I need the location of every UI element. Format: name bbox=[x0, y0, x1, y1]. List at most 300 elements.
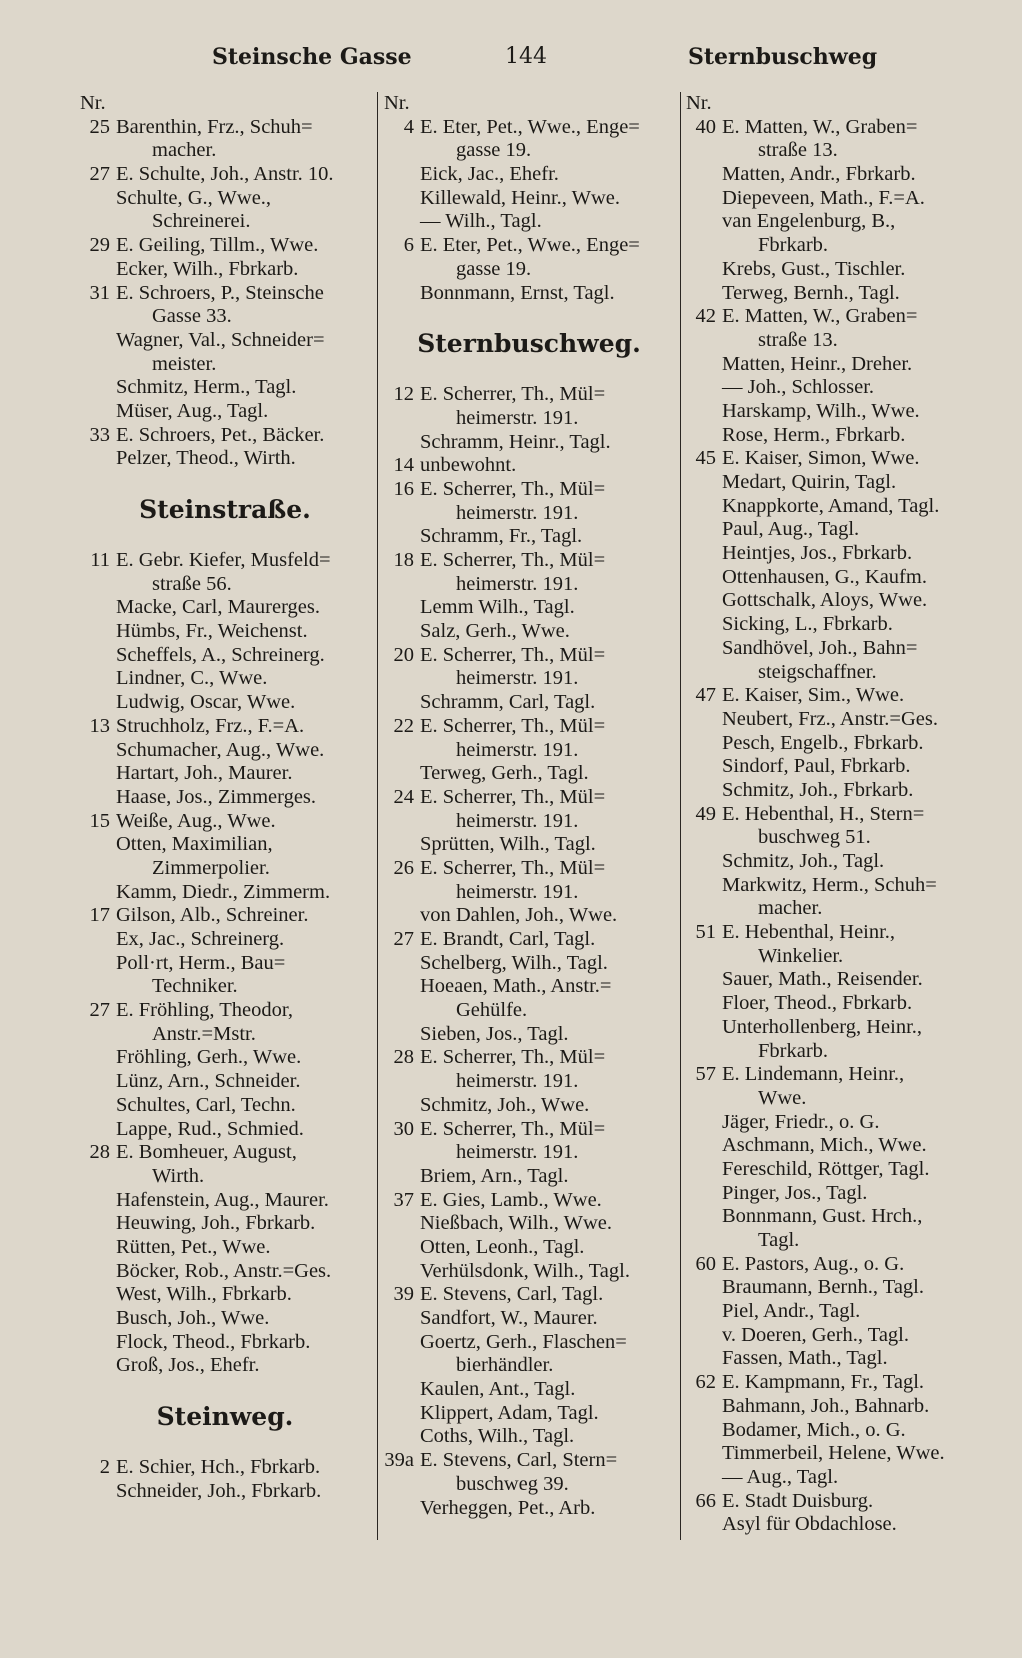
resident-entry bbox=[384, 952, 674, 976]
entry-text: E. Matten, W., Graben= bbox=[722, 115, 918, 138]
entry-continuation bbox=[686, 1229, 986, 1253]
resident-entry bbox=[686, 1158, 986, 1182]
house-number: 47 bbox=[695, 684, 716, 707]
entry-text: Sprütten, Wilh., Tagl. bbox=[420, 833, 596, 856]
entry-text: bierhändler. bbox=[456, 1354, 554, 1377]
resident-entry bbox=[80, 1307, 370, 1331]
resident-entry bbox=[686, 874, 986, 898]
house-entry bbox=[384, 928, 674, 952]
entry-text: buschweg 39. bbox=[456, 1472, 569, 1495]
resident-entry bbox=[384, 1165, 674, 1189]
house-number: 66 bbox=[695, 1489, 716, 1512]
entry-text: Fbrkarb. bbox=[758, 234, 829, 257]
resident-entry bbox=[384, 282, 674, 306]
resident-entry bbox=[80, 1283, 370, 1307]
entry-text: Lünz, Arn., Schneider. bbox=[116, 1070, 301, 1093]
entry-text: Rütten, Pet., Wwe. bbox=[116, 1235, 271, 1258]
entry-text: — Joh., Schlosser. bbox=[722, 376, 875, 399]
house-number: 33 bbox=[89, 423, 110, 446]
house-number: 40 bbox=[695, 115, 716, 138]
resident-entry bbox=[686, 376, 986, 400]
house-entry bbox=[686, 116, 986, 140]
resident-entry bbox=[80, 187, 370, 211]
resident-entry bbox=[384, 1307, 674, 1331]
resident-entry bbox=[686, 187, 986, 211]
resident-entry bbox=[686, 400, 986, 424]
resident-entry bbox=[686, 1016, 986, 1040]
entry-text: Heuwing, Joh., Fbrkarb. bbox=[116, 1212, 316, 1235]
entry-text: macher. bbox=[758, 897, 823, 920]
entry-text: Schramm, Carl, Tagl. bbox=[420, 691, 596, 714]
entry-text: Struchholz, Frz., F.=A. bbox=[116, 714, 305, 737]
resident-entry bbox=[80, 620, 370, 644]
entry-text: E. Scherrer, Th., Mül= bbox=[420, 785, 606, 808]
resident-entry bbox=[384, 525, 674, 549]
resident-entry bbox=[384, 187, 674, 211]
entry-continuation bbox=[384, 667, 674, 691]
entry-text: E. Bomheuer, August, bbox=[116, 1141, 297, 1164]
house-entry bbox=[384, 715, 674, 739]
house-entry bbox=[384, 786, 674, 810]
entry-text: Otten, Leonh., Tagl. bbox=[420, 1235, 585, 1258]
house-entry bbox=[686, 1371, 986, 1395]
entry-text: Hartart, Joh., Maurer. bbox=[116, 762, 293, 785]
resident-entry bbox=[686, 1395, 986, 1419]
entry-text: Ottenhausen, G., Kaufm. bbox=[722, 565, 927, 588]
entry-text: Schmitz, Joh., Tagl. bbox=[722, 850, 885, 872]
house-entry bbox=[384, 1189, 674, 1213]
entry-continuation bbox=[384, 573, 674, 597]
entry-text: Gasse 33. bbox=[152, 305, 232, 328]
resident-entry bbox=[686, 589, 986, 613]
house-entry bbox=[80, 1141, 370, 1165]
entry-continuation bbox=[80, 573, 370, 597]
house-number: 27 bbox=[393, 928, 414, 950]
number-column-label: Nr. bbox=[80, 92, 106, 114]
entry-text: E. Schroers, Pet., Bäcker. bbox=[116, 423, 325, 446]
resident-entry bbox=[80, 1331, 370, 1355]
entry-continuation bbox=[80, 1165, 370, 1189]
entry-text: heimerstr. 191. bbox=[456, 572, 579, 595]
resident-entry bbox=[686, 542, 986, 566]
house-entry bbox=[384, 116, 674, 140]
entry-text: Gilson, Alb., Schreiner. bbox=[116, 904, 309, 927]
entry-continuation bbox=[80, 975, 370, 999]
entry-continuation bbox=[686, 234, 986, 258]
entry-continuation bbox=[384, 1070, 674, 1094]
entry-text: Lindner, C., Wwe. bbox=[116, 667, 268, 690]
entry-text: von Dahlen, Joh., Wwe. bbox=[420, 904, 618, 927]
entry-text: Tagl. bbox=[758, 1229, 800, 1251]
resident-entry bbox=[384, 762, 674, 786]
house-number: 39 bbox=[393, 1283, 414, 1306]
entry-text: — Wilh., Tagl. bbox=[420, 210, 542, 233]
house-entry bbox=[384, 478, 674, 502]
entry-continuation bbox=[384, 810, 674, 834]
resident-entry bbox=[686, 850, 986, 874]
entry-text: Zimmerpolier. bbox=[152, 856, 270, 879]
entry-continuation bbox=[686, 826, 986, 850]
resident-entry bbox=[686, 258, 986, 282]
resident-entry bbox=[686, 471, 986, 495]
house-entry bbox=[80, 116, 370, 140]
resident-entry bbox=[80, 952, 370, 976]
house-number: 51 bbox=[695, 921, 716, 944]
entry-text: Schramm, Heinr., Tagl. bbox=[420, 430, 611, 453]
resident-entry bbox=[384, 431, 674, 455]
house-entry bbox=[80, 234, 370, 258]
entry-text: E. Scherrer, Th., Mül= bbox=[420, 714, 606, 737]
entry-text: Hoeaen, Math., Anstr.= bbox=[420, 975, 612, 998]
house-entry bbox=[686, 1063, 986, 1087]
number-column-label: Nr. bbox=[686, 92, 712, 114]
resident-entry bbox=[80, 376, 370, 400]
entry-text: — Aug., Tagl. bbox=[722, 1465, 839, 1488]
house-number: 24 bbox=[393, 785, 414, 808]
resident-entry bbox=[384, 1236, 674, 1260]
entry-text: Terweg, Bernh., Tagl. bbox=[722, 281, 900, 304]
house-number: 39a bbox=[384, 1449, 414, 1472]
entry-text: heimerstr. 191. bbox=[456, 667, 579, 690]
entry-text: Nießbach, Wilh., Wwe. bbox=[420, 1212, 612, 1235]
house-number: 29 bbox=[89, 234, 110, 257]
entry-text: Wwe. bbox=[758, 1086, 807, 1109]
house-number: 26 bbox=[393, 856, 414, 879]
entry-continuation bbox=[384, 502, 674, 526]
entry-text: Fröhling, Gerh., Wwe. bbox=[116, 1046, 302, 1069]
resident-entry bbox=[686, 1111, 986, 1135]
entry-text: meister. bbox=[152, 352, 217, 375]
house-entry bbox=[686, 305, 986, 329]
entry-text: Fereschild, Röttger, Tagl. bbox=[722, 1157, 930, 1180]
resident-entry bbox=[384, 691, 674, 715]
entry-text: heimerstr. 191. bbox=[456, 880, 579, 903]
entry-text: Hümbs, Fr., Weichenst. bbox=[116, 620, 308, 643]
entry-text: Otten, Maximilian, bbox=[116, 833, 273, 856]
entry-text: heimerstr. 191. bbox=[456, 809, 579, 832]
entry-text: E. Kampmann, Fr., Tagl. bbox=[722, 1371, 925, 1394]
resident-entry bbox=[686, 1324, 986, 1348]
house-entry bbox=[80, 810, 370, 834]
house-number: 6 bbox=[403, 234, 414, 257]
entry-text: E. Gies, Lamb., Wwe. bbox=[420, 1188, 602, 1211]
entry-text: Schreinerei. bbox=[152, 210, 251, 233]
resident-entry bbox=[80, 1070, 370, 1094]
resident-entry bbox=[384, 904, 674, 928]
resident-entry bbox=[80, 1260, 370, 1284]
entry-text: Pinger, Jos., Tagl. bbox=[722, 1181, 868, 1204]
entry-text: Sandfort, W., Maurer. bbox=[420, 1307, 598, 1329]
house-number: 28 bbox=[89, 1141, 110, 1164]
resident-entry bbox=[686, 1347, 986, 1371]
entry-continuation bbox=[686, 1087, 986, 1111]
entry-text: steigschaffner. bbox=[758, 660, 877, 683]
house-number: 11 bbox=[90, 549, 110, 571]
entry-text: E. Scherrer, Th., Mül= bbox=[420, 1117, 606, 1140]
entry-continuation bbox=[686, 661, 986, 685]
entry-text: Haase, Jos., Zimmerges. bbox=[116, 785, 317, 808]
entry-text: E. Matten, W., Graben= bbox=[722, 305, 918, 328]
entry-text: Unterhollenberg, Heinr., bbox=[722, 1015, 923, 1038]
entry-text: Aschmann, Mich., Wwe. bbox=[722, 1134, 927, 1157]
entry-text: Paul, Aug., Tagl. bbox=[722, 518, 860, 541]
resident-entry bbox=[686, 163, 986, 187]
house-number: 31 bbox=[89, 281, 110, 304]
entry-text: Anstr.=Mstr. bbox=[152, 1022, 256, 1045]
entry-text: Gottschalk, Aloys, Wwe. bbox=[722, 589, 928, 612]
entry-text: Schmitz, Herm., Tagl. bbox=[116, 376, 297, 399]
entry-text: Barenthin, Frz., Schuh= bbox=[116, 115, 313, 138]
entry-text: E. Stadt Duisburg. bbox=[722, 1489, 874, 1512]
resident-entry bbox=[686, 1442, 986, 1466]
entry-text: v. Doeren, Gerh., Tagl. bbox=[722, 1323, 909, 1346]
entry-continuation bbox=[686, 945, 986, 969]
house-entry bbox=[80, 424, 370, 448]
house-entry bbox=[686, 803, 986, 827]
street-heading: Steinweg. bbox=[156, 1402, 294, 1432]
entry-text: West, Wilh., Fbrkarb. bbox=[116, 1283, 292, 1306]
number-column-label: Nr. bbox=[384, 92, 410, 114]
house-number: 13 bbox=[89, 714, 110, 737]
entry-text: E. Hebenthal, Heinr., bbox=[722, 921, 896, 944]
resident-entry bbox=[686, 992, 986, 1016]
entry-text: E. Pastors, Aug., o. G. bbox=[722, 1252, 905, 1275]
entry-text: straße 13. bbox=[758, 139, 838, 162]
entry-text: Sauer, Math., Reisender. bbox=[722, 968, 923, 991]
entry-text: Diepeveen, Math., F.=A. bbox=[722, 186, 925, 209]
resident-entry bbox=[80, 1480, 370, 1504]
entry-text: Coths, Wilh., Tagl. bbox=[420, 1425, 575, 1448]
house-number: 37 bbox=[393, 1188, 414, 1211]
entry-text: Schulte, G., Wwe., bbox=[116, 186, 272, 209]
entry-text: Böcker, Rob., Anstr.=Ges. bbox=[116, 1259, 332, 1282]
resident-entry bbox=[686, 210, 986, 234]
entry-text: E. Gebr. Kiefer, Musfeld= bbox=[116, 549, 331, 571]
entry-text: heimerstr. 191. bbox=[456, 1070, 579, 1093]
resident-entry bbox=[80, 1189, 370, 1213]
entry-text: Killewald, Heinr., Wwe. bbox=[420, 186, 621, 209]
entry-text: Fbrkarb. bbox=[758, 1039, 829, 1062]
entry-continuation bbox=[384, 139, 674, 163]
house-number: 49 bbox=[695, 802, 716, 825]
entry-text: Schumacher, Aug., Wwe. bbox=[116, 738, 325, 761]
entry-text: Verheggen, Pet., Arb. bbox=[420, 1496, 596, 1519]
entry-continuation bbox=[384, 739, 674, 763]
entry-text: Winkelier. bbox=[758, 944, 844, 967]
entry-continuation bbox=[384, 999, 674, 1023]
resident-entry bbox=[80, 1212, 370, 1236]
entry-text: Pelzer, Theod., Wirth. bbox=[116, 447, 296, 470]
resident-entry bbox=[80, 596, 370, 620]
entry-text: heimerstr. 191. bbox=[456, 501, 579, 524]
house-entry bbox=[80, 999, 370, 1023]
entry-text: Schelberg, Wilh., Tagl. bbox=[420, 951, 608, 974]
house-number: 4 bbox=[403, 115, 414, 138]
house-entry bbox=[80, 549, 370, 573]
house-entry bbox=[80, 715, 370, 739]
resident-entry bbox=[80, 644, 370, 668]
entry-text: Braumann, Bernh., Tagl. bbox=[722, 1276, 925, 1299]
house-entry bbox=[686, 684, 986, 708]
entry-text: Jäger, Friedr., o. G. bbox=[722, 1110, 880, 1133]
entry-text: Macke, Carl, Maurerges. bbox=[116, 596, 320, 619]
house-entry bbox=[384, 1046, 674, 1070]
resident-entry bbox=[80, 258, 370, 282]
entry-continuation bbox=[80, 305, 370, 329]
resident-entry bbox=[80, 1046, 370, 1070]
resident-entry bbox=[80, 739, 370, 763]
resident-entry bbox=[686, 282, 986, 306]
house-entry bbox=[80, 282, 370, 306]
entry-text: E. Hebenthal, H., Stern= bbox=[722, 802, 925, 825]
house-number: 12 bbox=[393, 383, 414, 406]
entry-text: E. Geiling, Tillm., Wwe. bbox=[116, 234, 319, 257]
resident-entry bbox=[686, 968, 986, 992]
entry-continuation bbox=[384, 1473, 674, 1497]
entry-text: van Engelenburg, B., bbox=[722, 210, 896, 233]
entry-text: Schramm, Fr., Tagl. bbox=[420, 525, 583, 548]
entry-text: Medart, Quirin, Tagl. bbox=[722, 471, 897, 493]
entry-text: Poll·rt, Herm., Bau= bbox=[116, 951, 286, 974]
entry-text: E. Brandt, Carl, Tagl. bbox=[420, 928, 596, 950]
resident-entry bbox=[686, 495, 986, 519]
house-number: 27 bbox=[89, 999, 110, 1022]
house-entry bbox=[384, 549, 674, 573]
house-number: 60 bbox=[695, 1252, 716, 1275]
house-entry bbox=[686, 447, 986, 471]
entry-text: E. Schulte, Joh., Anstr. 10. bbox=[116, 163, 334, 186]
entry-text: E. Kaiser, Sim., Wwe. bbox=[722, 684, 905, 707]
entry-text: Gehülfe. bbox=[456, 999, 528, 1022]
column-1 bbox=[80, 92, 370, 1503]
entry-text: Bonnmann, Gust. Hrch., bbox=[722, 1205, 923, 1228]
entry-text: Neubert, Frz., Anstr.=Ges. bbox=[722, 707, 938, 730]
entry-text: E. Scherrer, Th., Mül= bbox=[420, 1046, 606, 1069]
entry-text: Wagner, Val., Schneider= bbox=[116, 328, 325, 351]
entry-text: Sieben, Jos., Tagl. bbox=[420, 1022, 569, 1045]
resident-entry bbox=[384, 1378, 674, 1402]
entry-text: Bodamer, Mich., o. G. bbox=[722, 1418, 906, 1441]
resident-entry bbox=[384, 1260, 674, 1284]
house-number: 62 bbox=[695, 1371, 716, 1394]
resident-entry bbox=[686, 779, 986, 803]
entry-continuation bbox=[384, 258, 674, 282]
entry-text: Ex, Jac., Schreinerg. bbox=[116, 928, 285, 950]
house-number: 18 bbox=[393, 549, 414, 571]
entry-text: Kaulen, Ant., Tagl. bbox=[420, 1378, 576, 1401]
entry-text: Krebs, Gust., Tischler. bbox=[722, 257, 906, 280]
resident-entry bbox=[686, 708, 986, 732]
resident-entry bbox=[384, 163, 674, 187]
entry-text: macher. bbox=[152, 139, 217, 162]
resident-entry bbox=[80, 329, 370, 353]
resident-entry bbox=[384, 1094, 674, 1118]
house-number: 30 bbox=[393, 1117, 414, 1140]
resident-entry bbox=[80, 1354, 370, 1378]
entry-text: Schmitz, Joh., Wwe. bbox=[420, 1093, 590, 1116]
entry-text: Sindorf, Paul, Fbrkarb. bbox=[722, 755, 911, 778]
resident-entry bbox=[686, 566, 986, 590]
resident-entry bbox=[384, 1023, 674, 1047]
entry-continuation bbox=[686, 1040, 986, 1064]
entry-text: E. Fröhling, Theodor, bbox=[116, 999, 294, 1022]
entry-text: Fassen, Math., Tagl. bbox=[722, 1347, 888, 1370]
entry-text: Harskamp, Wilh., Wwe. bbox=[722, 399, 920, 422]
entry-text: Müser, Aug., Tagl. bbox=[116, 399, 269, 422]
entry-text: E. Schier, Hch., Fbrkarb. bbox=[116, 1456, 321, 1479]
resident-entry bbox=[384, 596, 674, 620]
resident-entry bbox=[80, 1094, 370, 1118]
resident-entry bbox=[686, 1205, 986, 1229]
column-rule-2 bbox=[680, 92, 681, 1540]
house-entry bbox=[686, 1490, 986, 1514]
resident-entry bbox=[686, 1300, 986, 1324]
resident-entry bbox=[686, 353, 986, 377]
resident-entry bbox=[80, 786, 370, 810]
running-head-left: Steinsche Gasse bbox=[212, 44, 412, 70]
entry-text: Markwitz, Herm., Schuh= bbox=[722, 873, 937, 896]
resident-entry bbox=[80, 762, 370, 786]
entry-text: Salz, Gerh., Wwe. bbox=[420, 620, 570, 643]
house-entry bbox=[384, 1449, 674, 1473]
entry-text: E. Lindemann, Heinr., bbox=[722, 1063, 905, 1086]
entry-text: E. Eter, Pet., Wwe., Enge= bbox=[420, 234, 640, 257]
house-entry bbox=[384, 454, 674, 478]
resident-entry bbox=[384, 1212, 674, 1236]
resident-entry bbox=[80, 667, 370, 691]
entry-text: E. Scherrer, Th., Mül= bbox=[420, 643, 606, 666]
resident-entry bbox=[80, 1236, 370, 1260]
column-3 bbox=[686, 92, 986, 1537]
entry-text: Floer, Theod., Fbrkarb. bbox=[722, 992, 913, 1015]
entry-text: Asyl für Obdachlose. bbox=[722, 1513, 897, 1536]
entry-continuation bbox=[384, 1354, 674, 1378]
house-entry bbox=[80, 1456, 370, 1480]
entry-text: Goertz, Gerh., Flaschen= bbox=[420, 1330, 627, 1353]
entry-text: Bonnmann, Ernst, Tagl. bbox=[420, 281, 615, 304]
entry-text: Lemm Wilh., Tagl. bbox=[420, 596, 575, 619]
entry-text: Kamm, Diedr., Zimmerm. bbox=[116, 880, 331, 903]
entry-text: E. Eter, Pet., Wwe., Enge= bbox=[420, 115, 640, 138]
resident-entry bbox=[80, 447, 370, 471]
entry-text: Techniker. bbox=[152, 975, 238, 998]
resident-entry bbox=[80, 400, 370, 424]
entry-continuation bbox=[384, 881, 674, 905]
entry-text: Busch, Joh., Wwe. bbox=[116, 1307, 270, 1329]
entry-continuation bbox=[80, 353, 370, 377]
entry-text: Briem, Arn., Tagl. bbox=[420, 1164, 569, 1187]
entry-text: Klippert, Adam, Tagl. bbox=[420, 1401, 599, 1424]
page-number: 144 bbox=[505, 44, 547, 69]
entry-text: Terweg, Gerh., Tagl. bbox=[420, 762, 589, 785]
house-entry bbox=[686, 921, 986, 945]
house-entry bbox=[384, 1118, 674, 1142]
house-number: 20 bbox=[393, 643, 414, 666]
entry-text: E. Scherrer, Th., Mül= bbox=[420, 383, 606, 406]
resident-entry bbox=[686, 755, 986, 779]
resident-entry bbox=[384, 1497, 674, 1521]
entry-text: Wirth. bbox=[152, 1164, 205, 1187]
entry-text: Rose, Herm., Fbrkarb. bbox=[722, 423, 906, 446]
house-entry bbox=[686, 1253, 986, 1277]
resident-entry bbox=[80, 881, 370, 905]
street-heading: Sternbuschweg. bbox=[417, 329, 641, 359]
resident-entry bbox=[686, 1466, 986, 1490]
house-number: 28 bbox=[393, 1046, 414, 1069]
entry-continuation bbox=[686, 329, 986, 353]
entry-text: heimerstr. 191. bbox=[456, 738, 579, 761]
entry-text: E. Kaiser, Simon, Wwe. bbox=[722, 447, 920, 470]
